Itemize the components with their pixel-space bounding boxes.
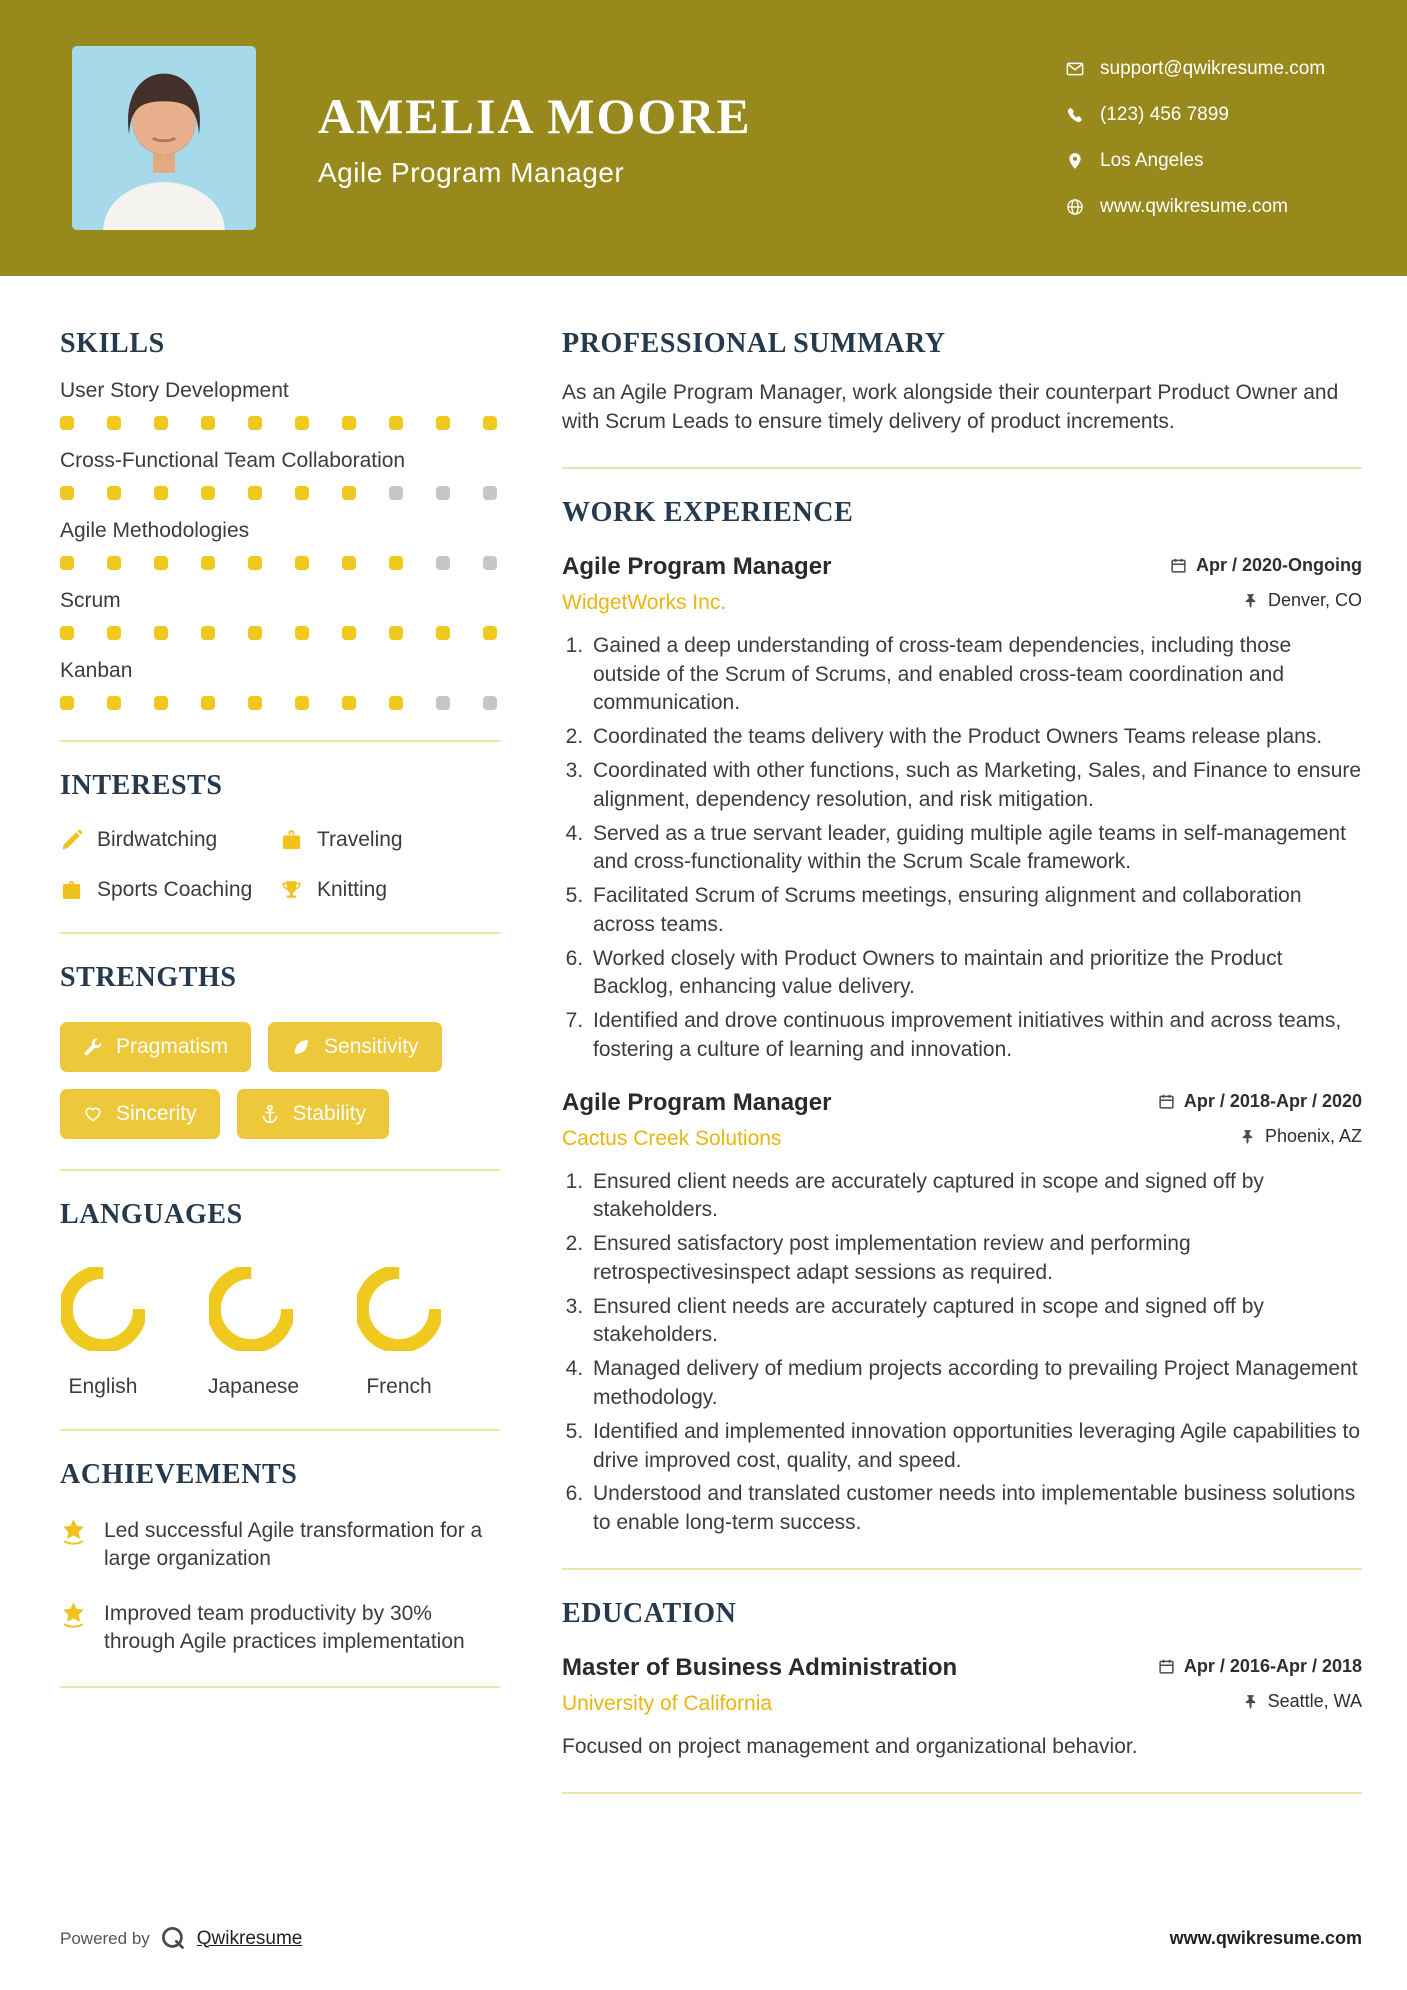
language-label: English: [68, 1375, 138, 1398]
skill-item: [60, 449, 500, 500]
award-icon: [60, 1601, 87, 1628]
job-bullet: 1. Ensured client needs are accurately captured in scope and signed off by stakeholders.: [589, 1168, 1362, 1226]
education-degree: Master of Business Administration: [562, 1653, 958, 1681]
skill-dot: [107, 556, 121, 570]
skill-dot: [60, 626, 74, 640]
skill-dot: [60, 486, 74, 500]
section-divider: [60, 740, 500, 742]
pushpin-icon: [1242, 592, 1259, 609]
job-entry: [562, 1089, 1362, 1538]
skill-dot: [389, 486, 403, 500]
skill-dot: [483, 626, 497, 640]
skill-dot: [295, 486, 309, 500]
job-head: [562, 553, 1362, 581]
skill-dot: [154, 486, 168, 500]
skill-dot: [389, 416, 403, 430]
education-dates: [1158, 1656, 1362, 1677]
job-location-text: Denver, CO: [1267, 589, 1362, 610]
section-divider: [60, 932, 500, 934]
job-title: Agile Program Manager: [562, 1088, 832, 1116]
skill-name: Kanban: [60, 659, 133, 682]
job-title: Agile Program Manager: [562, 552, 832, 580]
education-subhead: [562, 1691, 1362, 1716]
skill-rating-dots: [60, 486, 500, 500]
skill-dot: [248, 696, 262, 710]
skill-dot: [295, 416, 309, 430]
skills-heading: SKILLS: [60, 328, 165, 359]
calendar-icon: [1170, 557, 1187, 574]
language-level-arc: [357, 1267, 441, 1351]
pushpin-icon: [1242, 1693, 1259, 1710]
skill-dot: [201, 556, 215, 570]
right-column: [562, 328, 1362, 1822]
languages-list: [60, 1267, 500, 1399]
job-dates: [1170, 555, 1362, 576]
candidate-title: Agile Program Manager: [318, 157, 625, 188]
summary-text: As an Agile Program Manager, work alongside their counterpart Product Owner and with Scrum Leads to ensure timely delivery of product increments.: [562, 381, 1339, 433]
strength-label: Pragmatism: [116, 1035, 229, 1058]
strength-badge: [60, 1022, 251, 1072]
language-item: [208, 1267, 300, 1399]
job-bullet: 7. Identified and drove continuous improvement initiatives within and across teams, fostering a culture of learning and innovation.: [589, 1007, 1362, 1065]
achievement-text: Improved team productivity by 30% through Agile practices implementation: [104, 1601, 465, 1654]
skill-dot: [154, 556, 168, 570]
skill-dot: [436, 416, 450, 430]
skill-name: Cross-Functional Team Collaboration: [60, 449, 406, 472]
skill-rating-dots: [60, 556, 500, 570]
strength-label: Sincerity: [116, 1102, 197, 1125]
education-dates-text: Apr / 2016-Apr / 2018: [1183, 1655, 1362, 1676]
skill-dot: [483, 556, 497, 570]
skill-dot: [248, 626, 262, 640]
skill-name: User Story Development: [60, 379, 289, 402]
strength-badge: [237, 1089, 390, 1139]
education-description: Focused on project management and organizational behavior.: [562, 1734, 1138, 1758]
skill-dot: [436, 696, 450, 710]
skill-dot: [295, 556, 309, 570]
award-icon: [60, 1518, 87, 1545]
job-dates: [1158, 1091, 1362, 1112]
education-head: [562, 1654, 1362, 1682]
skill-dot: [342, 416, 356, 430]
leaf-icon: [291, 1037, 311, 1057]
skill-dot: [107, 486, 121, 500]
interests-section: [60, 770, 500, 934]
section-divider: [60, 1686, 500, 1688]
skill-dot: [107, 626, 121, 640]
skill-dot: [342, 556, 356, 570]
skill-dot: [107, 696, 121, 710]
language-level-arc: [61, 1267, 145, 1351]
interest-item: [60, 878, 280, 902]
skill-item: [60, 659, 500, 710]
strength-label: Sensitivity: [324, 1035, 419, 1058]
identity-block: [318, 87, 1004, 189]
education-entry: [562, 1654, 1362, 1762]
skill-dot: [248, 416, 262, 430]
strengths-heading: STRENGTHS: [60, 962, 237, 993]
languages-heading: LANGUAGES: [60, 1199, 243, 1230]
job-company: WidgetWorks Inc.: [562, 590, 727, 614]
job-dates-text: Apr / 2020-Ongoing: [1195, 554, 1362, 575]
interest-label: Sports Coaching: [97, 878, 253, 901]
job-bullet-list: [562, 632, 1362, 1065]
skill-dot: [60, 416, 74, 430]
job-location: [1242, 590, 1362, 611]
skill-dot: [342, 486, 356, 500]
job-head: [562, 1089, 1362, 1117]
job-location-text: Phoenix, AZ: [1264, 1125, 1362, 1146]
footer-website: www.qwikresume.com: [1169, 1928, 1362, 1948]
skill-dot: [154, 416, 168, 430]
job-bullet: 1. Gained a deep understanding of cross-team dependencies, including those outside of the Scrum of Scrums, and enabled cross-team coordination and communication.: [589, 632, 1362, 718]
skill-item: [60, 519, 500, 570]
job-bullet: 2. Coordinated the teams delivery with the Product Owners Teams release plans.: [589, 723, 1362, 752]
section-divider: [60, 1169, 500, 1171]
job-entry: [562, 553, 1362, 1065]
skill-rating-dots: [60, 696, 500, 710]
summary-heading: PROFESSIONAL SUMMARY: [562, 328, 946, 359]
contact-location-text: Los Angeles: [1100, 150, 1204, 171]
skill-dot: [201, 696, 215, 710]
skill-dot: [389, 556, 403, 570]
skill-dot: [436, 626, 450, 640]
summary-section: [562, 328, 1362, 469]
strengths-section: [60, 962, 500, 1171]
contact-location: [1066, 150, 1351, 172]
achievement-item: [60, 1600, 500, 1657]
achievement-item: [60, 1517, 500, 1574]
footer: [0, 1905, 1407, 1990]
pushpin-icon: [1239, 1128, 1256, 1145]
strength-label: Stability: [292, 1102, 367, 1125]
interest-label: Traveling: [317, 828, 403, 851]
skill-dot: [107, 416, 121, 430]
skill-dot: [342, 626, 356, 640]
skill-dot: [483, 416, 497, 430]
skill-dot: [389, 626, 403, 640]
job-location: [1239, 1126, 1362, 1147]
strength-badge: [268, 1022, 442, 1072]
pencil-icon: [60, 829, 83, 852]
wrench-icon: [83, 1037, 103, 1057]
job-subhead: [562, 1126, 1362, 1151]
contact-website-text: www.qwikresume.com: [1100, 196, 1288, 217]
job-company: Cactus Creek Solutions: [562, 1126, 782, 1150]
calendar-icon: [1158, 1093, 1175, 1110]
job-dates-text: Apr / 2018-Apr / 2020: [1183, 1090, 1362, 1111]
heart-icon: [83, 1104, 103, 1124]
contact-website: [1066, 196, 1351, 218]
job-bullet: 3. Coordinated with other functions, such as Marketing, Sales, and Finance to ensure alignment, dependency resolution, and risk mitigation.: [589, 757, 1362, 815]
main-content: [0, 276, 1407, 1905]
achievements-heading: ACHIEVEMENTS: [60, 1459, 298, 1490]
language-level-arc: [209, 1267, 293, 1351]
powered-by-block: [60, 1925, 302, 1952]
interest-label: Birdwatching: [97, 828, 218, 851]
job-bullet-list: [562, 1168, 1362, 1538]
education-location-text: Seattle, WA: [1267, 1690, 1362, 1711]
skill-dot: [248, 556, 262, 570]
interest-item: [280, 828, 500, 852]
language-item: [60, 1267, 146, 1399]
powered-by-text: Powered by: [60, 1928, 150, 1948]
interest-label: Knitting: [317, 878, 388, 901]
section-divider: [562, 1792, 1362, 1794]
location-icon: [1066, 152, 1084, 170]
candidate-name: AMELIA MOORE: [318, 88, 752, 144]
trophy-icon: [280, 879, 303, 902]
contact-block: [1066, 58, 1351, 218]
interest-item: [60, 828, 280, 852]
skill-dot: [483, 696, 497, 710]
skill-dot: [60, 556, 74, 570]
job-bullet: 5. Facilitated Scrum of Scrums meetings, ensuring alignment and collaboration across teams.: [589, 882, 1362, 940]
experience-heading: WORK EXPERIENCE: [562, 496, 854, 528]
skill-dot: [389, 696, 403, 710]
skill-dot: [436, 486, 450, 500]
phone-icon: [1066, 106, 1084, 124]
education-heading: EDUCATION: [562, 1597, 737, 1629]
skill-dot: [342, 696, 356, 710]
qwikresume-brand-link[interactable]: Qwikresume: [196, 1927, 303, 1949]
skill-dot: [201, 626, 215, 640]
education-section: [562, 1598, 1362, 1794]
globe-icon: [1066, 198, 1084, 216]
interests-grid: [60, 828, 500, 902]
skill-dot: [201, 486, 215, 500]
contact-phone: [1066, 104, 1351, 126]
section-divider: [562, 1568, 1362, 1570]
interests-heading: INTERESTS: [60, 770, 223, 801]
strengths-list: [60, 1022, 500, 1139]
job-bullet: 6. Worked closely with Product Owners to maintain and prioritize the Product Backlog, enhancing value delivery.: [589, 945, 1362, 1003]
header: [0, 0, 1407, 276]
skill-rating-dots: [60, 626, 500, 640]
skill-dot: [201, 416, 215, 430]
contact-email: [1066, 58, 1351, 80]
job-bullet: 4. Served as a true servant leader, guiding multiple agile teams in self-management and cross-functionality within the Scrum Scale framework.: [589, 820, 1362, 878]
language-item: [356, 1267, 442, 1399]
achievement-text: Led successful Agile transformation for a large organization: [104, 1519, 483, 1571]
job-bullet: 4. Managed delivery of medium projects according to prevailing Project Management methodology.: [589, 1355, 1362, 1413]
skills-section: [60, 328, 500, 742]
profile-photo-image: [72, 46, 256, 230]
interest-item: [280, 878, 500, 902]
languages-section: [60, 1199, 500, 1431]
skill-item: [60, 589, 500, 640]
skill-dot: [483, 486, 497, 500]
education-location: [1242, 1691, 1362, 1712]
skill-name: Scrum: [60, 589, 121, 612]
job-bullet: 5. Identified and implemented innovation opportunities leveraging Agile capabilities to drive improved cost, quality, and speed.: [589, 1418, 1362, 1476]
section-divider: [60, 1429, 500, 1431]
luggage-icon: [280, 829, 303, 852]
left-column: [60, 328, 500, 1716]
skill-rating-dots: [60, 416, 500, 430]
calendar-icon: [1158, 1658, 1175, 1675]
briefcase-icon: [60, 879, 83, 902]
skill-item: [60, 379, 500, 430]
skill-dot: [154, 626, 168, 640]
job-subhead: [562, 590, 1362, 615]
job-bullet: 2. Ensured satisfactory post implementation review and performing retrospectivesinspect adapt sessions as required.: [589, 1230, 1362, 1288]
job-bullet: 3. Ensured client needs are accurately captured in scope and signed off by stakeholders.: [589, 1293, 1362, 1351]
language-label: Japanese: [208, 1375, 300, 1398]
profile-photo: [72, 46, 256, 230]
skill-dot: [295, 696, 309, 710]
email-icon: [1066, 60, 1084, 78]
qwikresume-logo-icon: [160, 1925, 187, 1952]
skill-dot: [60, 696, 74, 710]
section-divider: [562, 467, 1362, 469]
anchor-icon: [260, 1104, 280, 1124]
skill-dot: [295, 626, 309, 640]
skill-dot: [154, 696, 168, 710]
strength-badge: [60, 1089, 220, 1139]
contact-phone-text: (123) 456 7899: [1100, 104, 1229, 125]
job-bullet: 6. Understood and translated customer needs into implementable business solutions to enable long-term success.: [589, 1480, 1362, 1538]
skill-dot: [248, 486, 262, 500]
contact-email-text: support@qwikresume.com: [1100, 58, 1326, 79]
language-label: French: [366, 1375, 432, 1398]
achievements-section: [60, 1459, 500, 1688]
experience-section: [562, 497, 1362, 1570]
education-school: University of California: [562, 1691, 773, 1715]
skill-dot: [436, 556, 450, 570]
skill-name: Agile Methodologies: [60, 519, 250, 542]
